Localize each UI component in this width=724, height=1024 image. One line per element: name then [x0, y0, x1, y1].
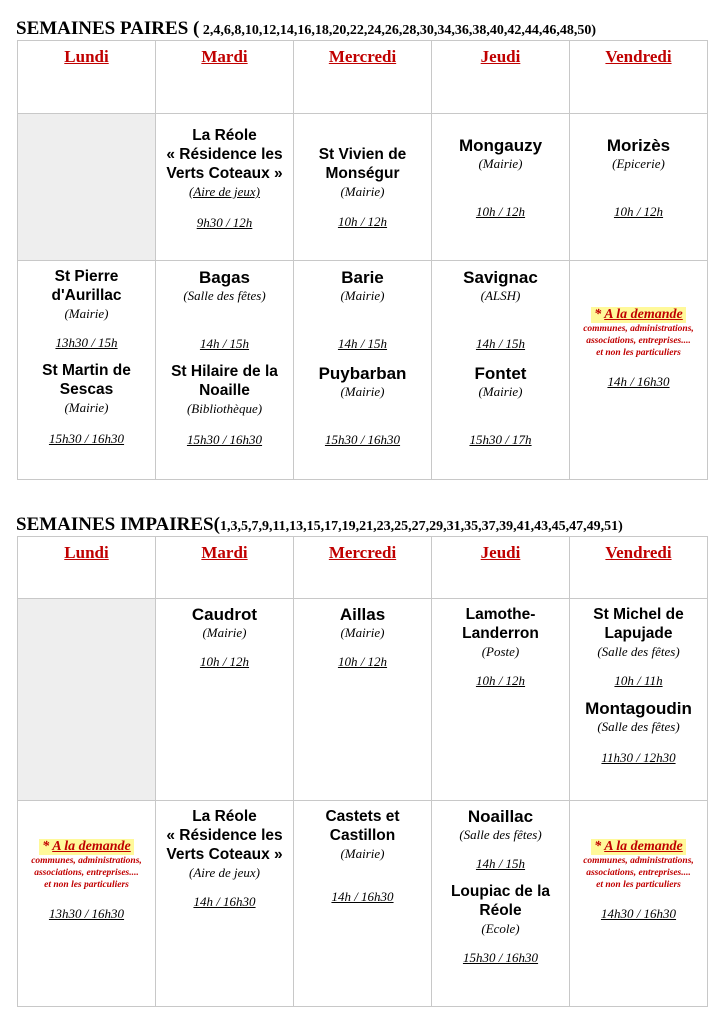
even-weeks-numbers: 2,4,6,8,10,12,14,16,18,20,22,24,26,28,30,34,36,38,40,42,44,46,48,50) — [199, 23, 597, 38]
time-slot: 15h30 / 17h — [469, 432, 532, 447]
time-slot: 14h / 15h — [475, 856, 526, 871]
odd-morning-vendredi — [570, 599, 708, 801]
place-name: Sescas — [59, 381, 114, 398]
place-name: St Vivien de — [318, 146, 407, 163]
place-name: Noaillac — [467, 807, 534, 826]
place-location: (Aire de jeux) — [189, 184, 260, 199]
odd-days-row — [18, 537, 708, 599]
on-demand-note: associations, entreprises.... — [586, 336, 691, 346]
place-location: (Mairie) — [478, 384, 523, 399]
on-demand-label: A la demande — [604, 307, 683, 322]
place-name: St Martin de — [42, 362, 131, 379]
place-name: Noaille — [199, 382, 250, 399]
odd-afternoon-vendredi — [570, 801, 708, 1007]
odd-morning-jeudi — [432, 599, 570, 801]
time-slot: 15h30 / 16h30 — [186, 432, 263, 447]
place-location: (Mairie) — [340, 625, 385, 640]
even-day-vendredi: Vendredi — [570, 41, 708, 114]
on-demand-note: associations, entreprises.... — [586, 868, 691, 878]
place-location: (Mairie) — [64, 306, 109, 321]
place-location: (Mairie) — [202, 625, 247, 640]
time-slot: 10h / 12h — [199, 654, 250, 669]
odd-morning-mardi — [156, 599, 294, 801]
place-location: (ALSH) — [480, 288, 521, 303]
odd-morning-lundi-empty — [18, 599, 156, 801]
odd-afternoon-lundi — [18, 801, 156, 1007]
place-location: (Salle des fêtes) — [597, 719, 680, 734]
odd-afternoon-mercredi — [294, 801, 432, 1007]
time-slot: 14h / 16h30 — [607, 374, 670, 389]
place-name: Morizès — [606, 136, 671, 155]
place-location: (Salle des fêtes) — [597, 644, 680, 659]
even-afternoon-mardi — [156, 261, 294, 480]
odd-day-vendredi: Vendredi — [570, 537, 708, 599]
odd-day-lundi: Lundi — [18, 537, 156, 599]
place-name: La Réole — [192, 808, 257, 825]
place-location: (Salle des fêtes) — [183, 288, 266, 303]
on-demand-star: * — [594, 839, 605, 854]
place-name: d'Aurillac — [51, 287, 122, 304]
odd-afternoon-row — [18, 801, 708, 1007]
odd-afternoon-jeudi — [432, 801, 570, 1007]
place-location: (Mairie) — [340, 846, 385, 861]
odd-day-mercredi: Mercredi — [294, 537, 432, 599]
place-name: Barie — [341, 268, 384, 287]
place-name: Caudrot — [191, 605, 258, 624]
place-name: Landerron — [462, 625, 539, 642]
time-slot: 10h / 12h — [475, 204, 526, 219]
odd-weeks-table — [17, 536, 708, 1007]
even-morning-mercredi — [294, 114, 432, 261]
place-location: (Mairie) — [340, 184, 385, 199]
on-demand-badge — [591, 839, 686, 855]
on-demand-note: associations, entreprises.... — [34, 868, 139, 878]
time-slot: 10h / 12h — [613, 204, 664, 219]
even-weeks-title: SEMAINES PAIRES ( — [16, 18, 200, 39]
on-demand-note: et non les particuliers — [596, 348, 681, 358]
place-location: (Bibliothèque) — [186, 401, 263, 416]
time-slot: 14h / 16h30 — [193, 894, 256, 909]
even-morning-mardi — [156, 114, 294, 261]
even-afternoon-row — [18, 261, 708, 480]
even-morning-lundi-empty — [18, 114, 156, 261]
even-day-mercredi: Mercredi — [294, 41, 432, 114]
place-name: Loupiac de la — [450, 883, 551, 900]
place-name: Réole — [479, 902, 522, 919]
on-demand-label: A la demande — [604, 839, 683, 854]
even-morning-row — [18, 114, 708, 261]
even-day-mardi: Mardi — [156, 41, 294, 114]
place-name: St Pierre — [54, 268, 119, 285]
on-demand-note: et non les particuliers — [44, 880, 129, 890]
time-slot: 14h30 / 16h30 — [600, 906, 677, 921]
time-slot: 15h30 / 16h30 — [48, 431, 125, 446]
on-demand-note: communes, administrations, — [583, 856, 694, 866]
odd-morning-row — [18, 599, 708, 801]
time-slot: 14h / 16h30 — [331, 889, 394, 904]
place-location: (Mairie) — [64, 400, 109, 415]
time-slot: 10h / 12h — [337, 214, 388, 229]
time-slot: 14h / 15h — [475, 336, 526, 351]
place-name: Savignac — [463, 268, 538, 287]
place-name: Fontet — [474, 364, 527, 383]
time-slot: 14h / 15h — [199, 336, 250, 351]
on-demand-badge — [39, 839, 134, 855]
on-demand-star: * — [594, 307, 605, 322]
place-name: St Michel de — [593, 606, 684, 623]
on-demand-star: * — [42, 839, 53, 854]
odd-weeks-numbers: 1,3,5,7,9,11,13,15,17,19,21,23,25,27,29,31,35,37,39,41,43,45,47,49,51) — [219, 519, 623, 534]
place-name: Aillas — [339, 605, 386, 624]
place-name: Lapujade — [604, 625, 673, 642]
time-slot: 14h / 15h — [337, 336, 388, 351]
place-name: Castillon — [329, 827, 396, 844]
place-name: Verts Coteaux » — [166, 165, 283, 182]
place-name: « Résidence les — [166, 146, 283, 163]
place-location: (Mairie) — [340, 384, 385, 399]
place-location: (Ecole) — [481, 921, 520, 936]
on-demand-label: A la demande — [52, 839, 131, 854]
odd-day-jeudi: Jeudi — [432, 537, 570, 599]
place-location: (Mairie) — [340, 288, 385, 303]
place-location: (Poste) — [481, 644, 520, 659]
place-name: Mongauzy — [458, 136, 543, 155]
odd-weeks-heading — [16, 514, 623, 536]
time-slot: 13h30 / 16h30 — [48, 906, 125, 921]
odd-afternoon-mardi — [156, 801, 294, 1007]
time-slot: 10h / 12h — [337, 654, 388, 669]
place-name: Monségur — [325, 165, 400, 182]
time-slot: 10h / 12h — [475, 673, 526, 688]
place-location: (Mairie) — [478, 156, 523, 171]
on-demand-badge — [591, 307, 686, 323]
on-demand-note: communes, administrations, — [31, 856, 142, 866]
even-weeks-table — [17, 40, 708, 480]
even-morning-jeudi — [432, 114, 570, 261]
place-location: (Aire de jeux) — [189, 865, 260, 880]
place-name: Bagas — [198, 268, 251, 287]
place-name: Castets et — [325, 808, 400, 825]
place-name: Puybarban — [318, 364, 407, 383]
even-morning-vendredi — [570, 114, 708, 261]
even-day-lundi: Lundi — [18, 41, 156, 114]
even-weeks-heading — [16, 18, 596, 40]
place-name: St Hilaire de la — [171, 363, 278, 380]
place-location: (Salle des fêtes) — [459, 827, 542, 842]
even-afternoon-lundi — [18, 261, 156, 480]
on-demand-note: communes, administrations, — [583, 324, 694, 334]
time-slot: 10h / 11h — [614, 673, 663, 688]
on-demand-note: et non les particuliers — [596, 880, 681, 890]
place-location: (Epicerie) — [612, 156, 665, 171]
even-afternoon-jeudi — [432, 261, 570, 480]
time-slot: 13h30 / 15h — [55, 335, 118, 350]
odd-weeks-title: SEMAINES IMPAIRES( — [16, 514, 220, 535]
place-name: « Résidence les — [166, 827, 283, 844]
time-slot: 9h30 / 12h — [196, 215, 253, 230]
even-afternoon-mercredi — [294, 261, 432, 480]
place-name: Lamothe- — [465, 606, 536, 623]
even-days-row — [18, 41, 708, 114]
time-slot: 15h30 / 16h30 — [324, 432, 401, 447]
odd-morning-mercredi — [294, 599, 432, 801]
place-name: Verts Coteaux » — [166, 846, 283, 863]
even-afternoon-vendredi — [570, 261, 708, 480]
odd-day-mardi: Mardi — [156, 537, 294, 599]
even-day-jeudi: Jeudi — [432, 41, 570, 114]
time-slot: 11h30 / 12h30 — [601, 750, 676, 765]
time-slot: 15h30 / 16h30 — [462, 950, 539, 965]
place-name: La Réole — [192, 127, 257, 144]
place-name: Montagoudin — [585, 699, 692, 718]
